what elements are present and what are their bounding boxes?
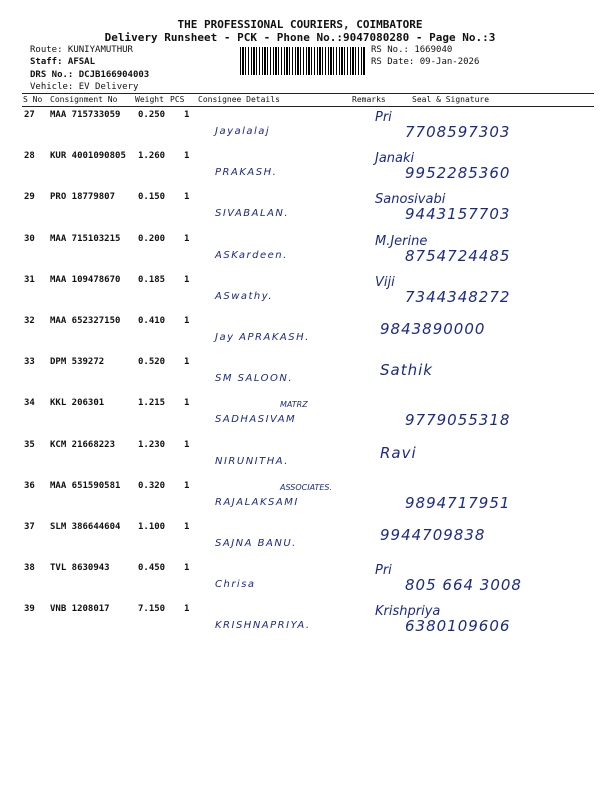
row-signature-name: MATRZ <box>280 400 308 410</box>
row-consignee-handwritten: SAJNA BANU. <box>215 538 297 549</box>
row-signature-name: Janaki <box>375 151 415 167</box>
row-pcs: 1 <box>184 563 190 574</box>
row-weight: 0.520 <box>138 357 166 368</box>
row-weight: 1.230 <box>138 439 166 450</box>
col-consignment: Consignment No <box>50 95 118 104</box>
row-signature-name: Viji <box>375 274 395 290</box>
table-row <box>0 563 600 604</box>
row-consignee-handwritten: NIRUNITHA. <box>215 455 289 467</box>
row-weight: 0.320 <box>138 480 166 491</box>
row-weight: 0.450 <box>138 563 166 574</box>
row-weight: 1.215 <box>138 398 166 409</box>
row-sno: 38 <box>24 563 35 574</box>
header-bottom-rule <box>22 106 594 107</box>
row-pcs: 1 <box>184 110 190 120</box>
row-consignee-handwritten: ASKardeen. <box>215 249 288 261</box>
row-signature: Ravi <box>380 443 417 462</box>
row-consignee-handwritten: SIVABALAN. <box>215 208 290 220</box>
row-pcs: 1 <box>184 522 190 532</box>
rs-date: RS Date: 09-Jan-2026 <box>371 57 480 67</box>
row-weight: 0.185 <box>138 274 166 285</box>
row-sno: 28 <box>24 151 35 162</box>
table-row <box>0 481 600 522</box>
col-weight: Weight <box>135 95 164 104</box>
table-row <box>0 316 600 357</box>
row-signature: Sathik <box>380 361 433 380</box>
row-consignee-handwritten: Jay APRAKASH. <box>215 332 310 343</box>
table-row <box>0 604 600 645</box>
row-consignment: KKL 206301 <box>50 398 105 409</box>
row-sno: 34 <box>24 398 35 409</box>
row-consignment: MAA 652327150 <box>50 316 121 326</box>
row-weight: 0.200 <box>138 233 166 244</box>
rs-number: RS No.: 1669040 <box>371 45 453 55</box>
row-sno: 37 <box>24 522 35 532</box>
row-sno: 29 <box>24 192 35 203</box>
row-weight: 0.150 <box>138 192 166 203</box>
row-consignee-handwritten: RAJALAKSAMI <box>215 496 299 508</box>
col-sno: S No <box>23 95 43 104</box>
staff-label: Staff: AFSAL <box>30 57 96 67</box>
row-consignee-handwritten: SM SALOON. <box>215 373 294 385</box>
table-row <box>0 234 600 275</box>
row-signature-name: M.Jerine <box>375 233 428 249</box>
table-row <box>0 398 600 439</box>
row-consignee-handwritten: Chrisa <box>215 579 256 591</box>
table-row <box>0 357 600 398</box>
row-consignment: KUR 4001090805 <box>50 151 126 162</box>
row-sno: 33 <box>24 357 35 368</box>
row-consignment: MAA 715733059 <box>50 110 121 120</box>
row-signature: 7708597303 <box>405 123 511 141</box>
row-sno: 27 <box>24 110 35 120</box>
row-signature-name: Krishpriya <box>375 604 441 620</box>
row-pcs: 1 <box>184 357 190 368</box>
row-pcs: 1 <box>184 151 190 162</box>
table-row <box>0 275 600 316</box>
row-signature-name: ASSOCIATES. <box>280 482 333 492</box>
row-consignee-handwritten: KRISHNAPRIYA. <box>215 620 311 632</box>
row-consignee-handwritten: SADHASIVAM <box>215 414 297 426</box>
runsheet-subtitle: Delivery Runsheet - PCK - Phone No.:9047080280 - Page No.:3 <box>104 31 496 44</box>
row-weight: 1.100 <box>138 522 166 532</box>
row-pcs: 1 <box>184 274 190 285</box>
row-consignment: MAA 651590581 <box>50 480 121 491</box>
row-signature-name: Pri <box>375 563 392 579</box>
row-signature: 9944709838 <box>380 526 486 544</box>
row-sno: 36 <box>24 480 35 491</box>
table-row <box>0 192 600 233</box>
row-consignee-handwritten: Jayalalaj <box>215 126 271 137</box>
row-signature-name: Pri <box>375 110 392 125</box>
row-signature: 9952285360 <box>405 164 511 183</box>
row-consignment: MAA 715103215 <box>50 233 121 244</box>
drs-label: DRS No.: DCJB166904003 <box>30 70 150 80</box>
row-consignment: VNB 1208017 <box>50 604 110 615</box>
company-title: THE PROFESSIONAL COURIERS, COIMBATORE <box>177 18 423 31</box>
row-pcs: 1 <box>184 192 190 203</box>
col-pcs: PCS <box>170 95 185 104</box>
row-weight: 0.250 <box>138 110 166 120</box>
row-signature: 7344348272 <box>405 287 511 306</box>
row-signature: 805 664 3008 <box>405 576 522 595</box>
table-row <box>0 522 600 563</box>
row-sno: 39 <box>24 604 35 615</box>
row-consignment: SLM 386644604 <box>50 522 121 532</box>
row-sno: 30 <box>24 233 35 244</box>
row-pcs: 1 <box>184 316 190 326</box>
table-row <box>0 440 600 481</box>
vehicle-label: Vehicle: EV Delivery <box>30 82 139 92</box>
row-sno: 31 <box>24 274 35 285</box>
row-signature: 9843890000 <box>380 320 486 338</box>
row-signature-name: Sanosivabi <box>375 192 446 208</box>
row-pcs: 1 <box>184 480 190 491</box>
col-remarks: Remarks <box>352 95 386 104</box>
row-signature: 9779055318 <box>405 411 511 430</box>
row-signature: 9894717951 <box>405 493 511 512</box>
row-sno: 32 <box>24 316 35 326</box>
route-label: Route: KUNIYAMUTHUR <box>30 45 133 55</box>
row-pcs: 1 <box>184 604 190 615</box>
row-signature: 6380109606 <box>405 617 511 636</box>
barcode-image <box>240 47 365 75</box>
table-row <box>0 110 600 151</box>
row-pcs: 1 <box>184 398 190 409</box>
row-pcs: 1 <box>184 233 190 244</box>
col-consignee: Consignee Details <box>198 95 280 104</box>
row-signature: 9443157703 <box>405 205 511 224</box>
header-top-rule <box>22 93 594 94</box>
table-row <box>0 151 600 192</box>
row-consignment: PRO 18779807 <box>50 192 116 203</box>
row-consignee-handwritten: ASwathy. <box>215 290 274 302</box>
row-pcs: 1 <box>184 439 190 450</box>
row-weight: 0.410 <box>138 316 166 326</box>
row-signature: 8754724485 <box>405 246 511 265</box>
row-consignee-handwritten: PRAKASH. <box>215 167 278 179</box>
row-consignment: MAA 109478670 <box>50 274 121 285</box>
row-consignment: KCM 21668223 <box>50 439 116 450</box>
col-seal-signature: Seal & Signature <box>412 95 490 104</box>
row-consignment: DPM 539272 <box>50 357 105 368</box>
row-consignment: TVL 8630943 <box>50 563 110 574</box>
row-weight: 7.150 <box>138 604 166 615</box>
row-weight: 1.260 <box>138 151 166 162</box>
row-sno: 35 <box>24 439 35 450</box>
